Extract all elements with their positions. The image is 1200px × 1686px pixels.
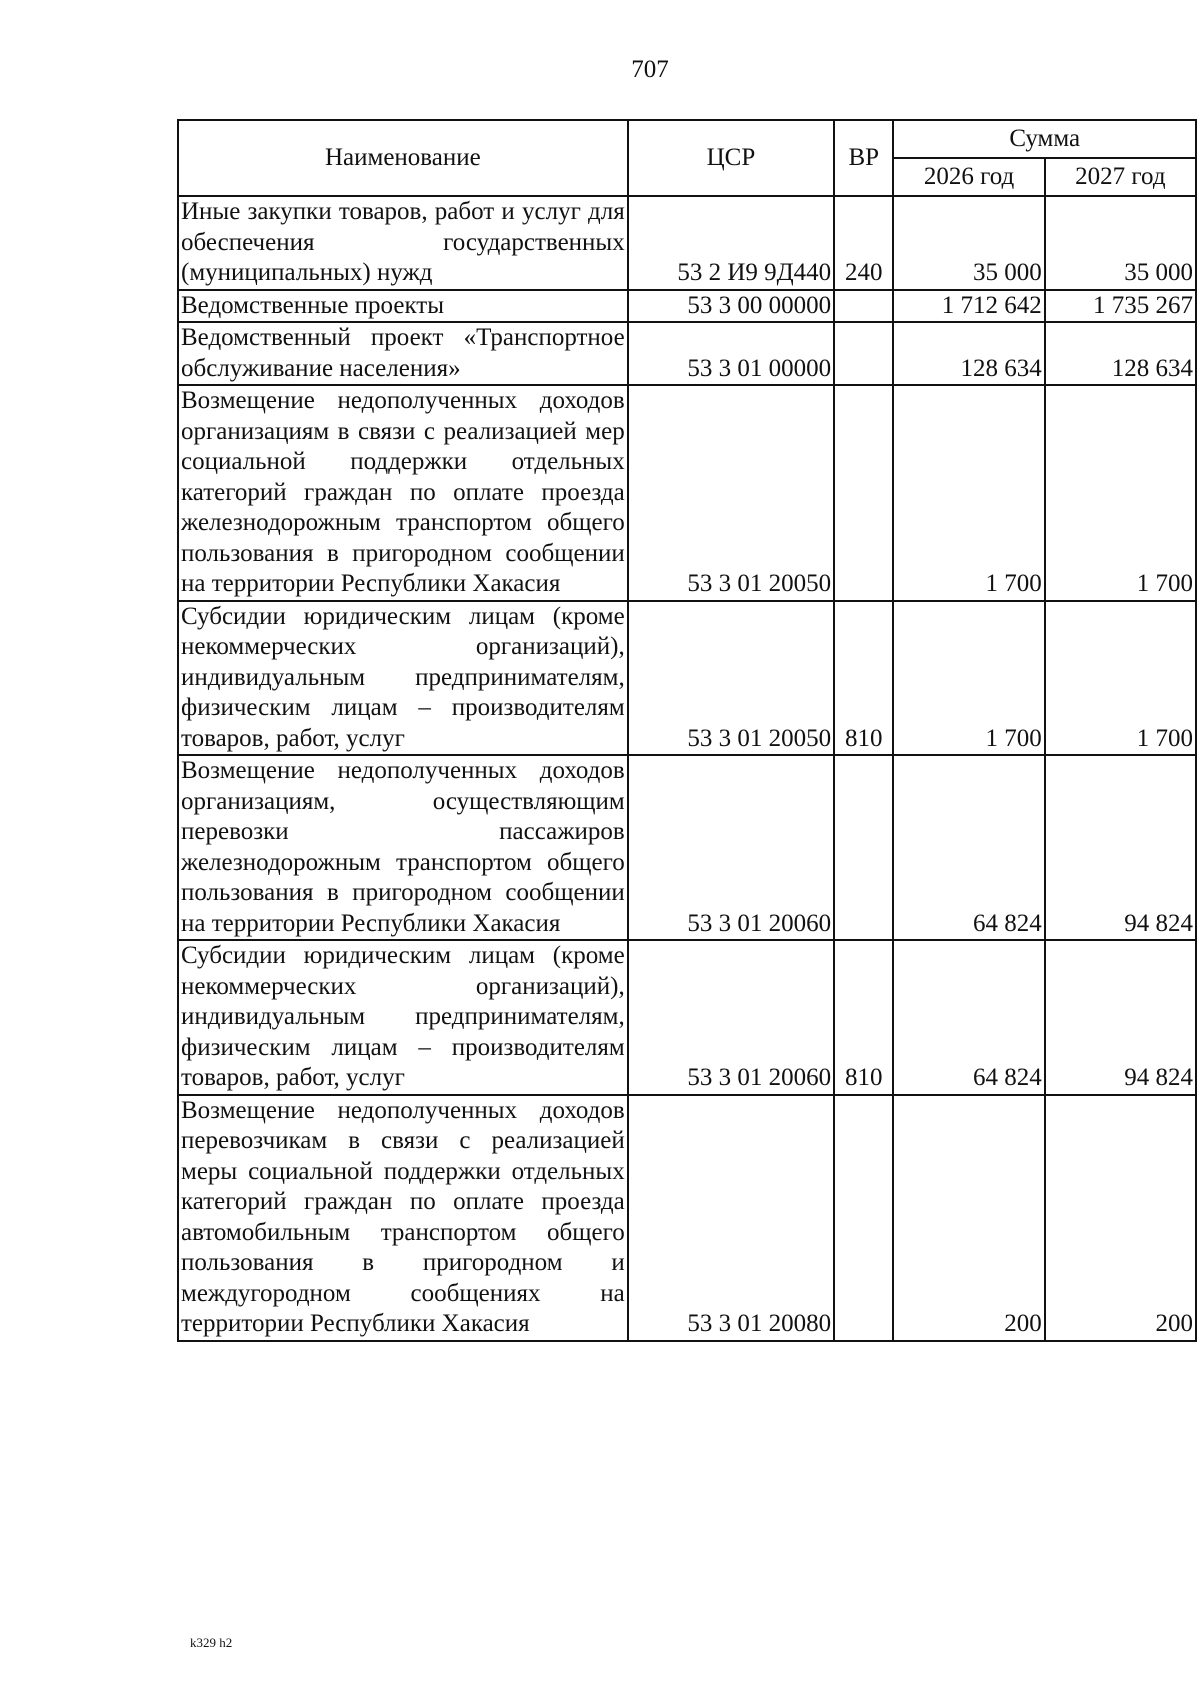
table-row [178,1095,1196,1341]
row-sum-2026: 1 700 [893,385,1044,601]
header-sum: Сумма [893,120,1196,158]
table-row [178,601,1196,756]
row-name: Субсидии юридическим лицам (кроме некоммерческих организаций), индивидуальным предпринимателям, физическим лицам – производителям товаров, работ, услуг [178,601,628,756]
row-vr [834,290,893,323]
row-sum-2026: 1 712 642 [893,290,1044,323]
row-csr: 53 3 01 20050 [628,385,834,601]
row-sum-2027: 1 700 [1045,601,1196,756]
row-name: Иные закупки товаров, работ и услуг для обеспечения государственных (муниципальных) нужд [178,196,628,290]
row-sum-2027: 94 824 [1045,940,1196,1095]
row-csr: 53 3 01 20080 [628,1095,834,1341]
budget-table [177,119,1197,1342]
header-name: Наименование [178,120,628,196]
header-year-2026: 2026 год [893,158,1044,196]
row-csr: 53 2 И9 9Д440 [628,196,834,290]
table-row [178,755,1196,940]
row-vr: 240 [834,196,893,290]
table-row [178,196,1196,290]
table-row [178,290,1196,323]
row-vr [834,322,893,385]
row-sum-2027: 1 735 267 [1045,290,1196,323]
row-csr: 53 3 00 00000 [628,290,834,323]
row-sum-2027: 94 824 [1045,755,1196,940]
row-sum-2026: 64 824 [893,940,1044,1095]
row-sum-2027: 200 [1045,1095,1196,1341]
row-vr: 810 [834,940,893,1095]
row-csr: 53 3 01 20050 [628,601,834,756]
row-sum-2026: 1 700 [893,601,1044,756]
row-name: Ведомственный проект «Транспортное обслуживание населения» [178,322,628,385]
row-vr: 810 [834,601,893,756]
row-name: Возмещение недополученных доходов организациям, осуществляющим перевозки пассажиров железнодорожным транспортом общего пользования в пригородном сообщении на территории Республики Хакасия [178,755,628,940]
table-row [178,385,1196,601]
row-csr: 53 3 01 20060 [628,755,834,940]
row-sum-2026: 35 000 [893,196,1044,290]
row-csr: 53 3 01 20060 [628,940,834,1095]
row-name: Возмещение недополученных доходов перевозчикам в связи с реализацией меры социальной поддержки отдельных категорий граждан по оплате проезда автомобильным транспортом общего пользования в пригородном и междугородном сообщениях на территории Республики Хакасия [178,1095,628,1341]
table-row [178,322,1196,385]
header-year-2027: 2027 год [1045,158,1196,196]
row-sum-2027: 35 000 [1045,196,1196,290]
table-row [178,940,1196,1095]
header-vr: ВР [834,120,893,196]
row-sum-2026: 64 824 [893,755,1044,940]
row-name: Ведомственные проекты [178,290,628,323]
row-vr [834,755,893,940]
row-sum-2027: 128 634 [1045,322,1196,385]
footer-code: k329 h2 [190,1635,233,1650]
row-sum-2026: 128 634 [893,322,1044,385]
row-vr [834,385,893,601]
row-name: Возмещение недополученных доходов организациям в связи с реализацией мер социальной поддержки отдельных категорий граждан по оплате проезда железнодорожным транспортом общего пользования в пригородном сообщении на территории Республики Хакасия [178,385,628,601]
row-vr [834,1095,893,1341]
page-number: 707 [631,56,669,83]
row-csr: 53 3 01 00000 [628,322,834,385]
row-sum-2026: 200 [893,1095,1044,1341]
header-csr: ЦСР [628,120,834,196]
row-name: Субсидии юридическим лицам (кроме некоммерческих организаций), индивидуальным предпринимателям, физическим лицам – производителям товаров, работ, услуг [178,940,628,1095]
row-sum-2027: 1 700 [1045,385,1196,601]
